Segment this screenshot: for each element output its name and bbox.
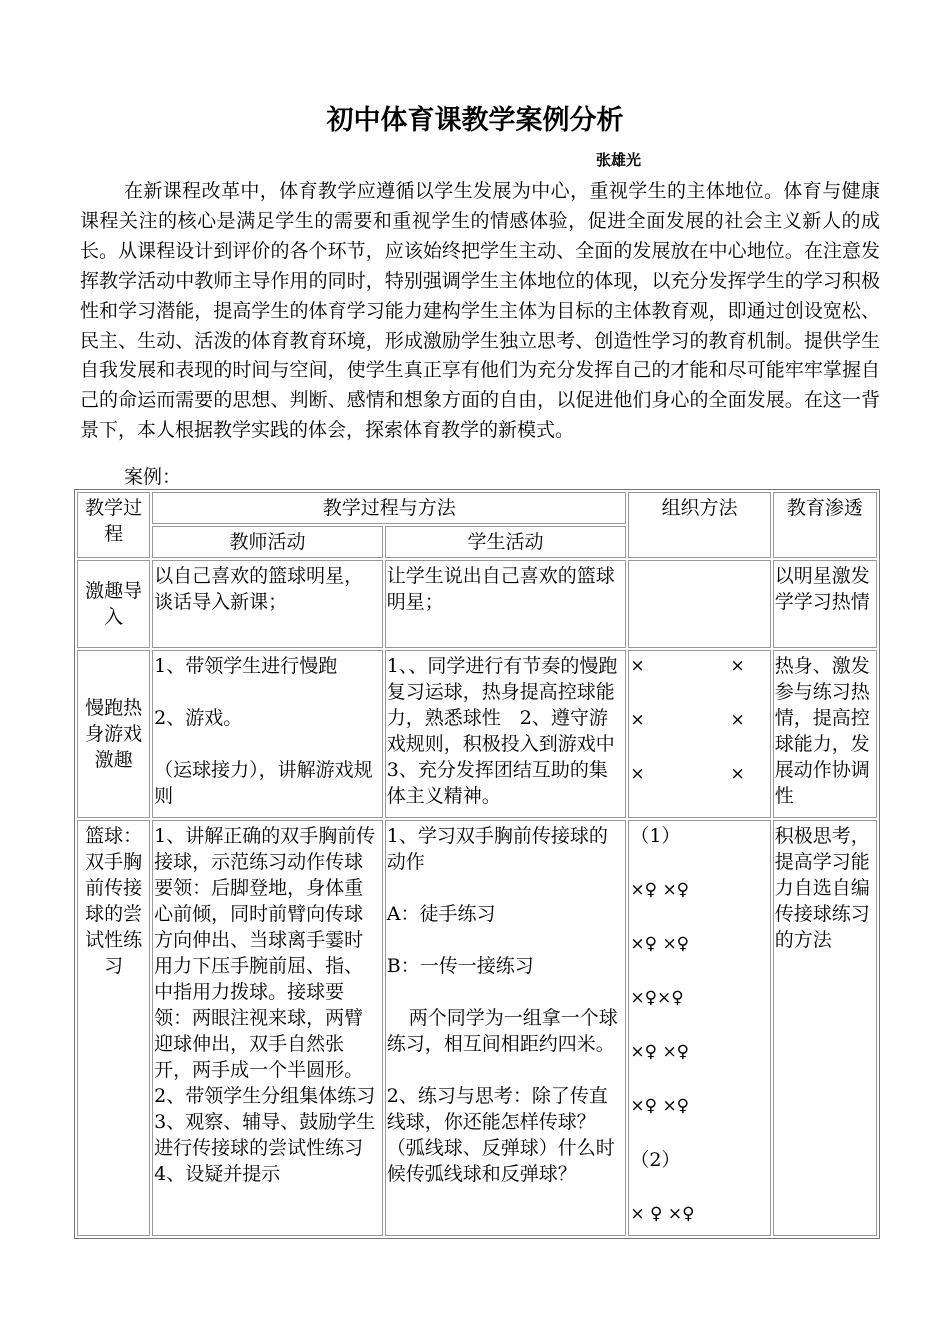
student-line: 两个同学为一组拿一个球练习，相互间相距约四米。 xyxy=(386,1007,618,1055)
edu-cell: 热身、激发参与练习热情，提高控球能力，发展动作协调性 xyxy=(773,650,877,818)
edu-cell: 积极思考，提高学习能力自选自编传接球练习的方法 xyxy=(773,820,877,1236)
header-student: 学生活动 xyxy=(385,526,627,558)
formation-pair: ×♀ ×♀ xyxy=(630,1096,690,1116)
teacher-line: 2、游戏。 xyxy=(154,707,243,729)
player-marker: × xyxy=(630,710,645,730)
table-row xyxy=(77,650,877,818)
player-marker: × xyxy=(730,764,745,784)
student-line: A：徒手练习 xyxy=(386,903,496,925)
student-cell xyxy=(385,820,627,1236)
player-marker: × xyxy=(730,710,745,730)
header-teacher: 教师活动 xyxy=(152,526,383,558)
formation-label: （1） xyxy=(630,825,681,847)
teacher-line: 1、带领学生进行慢跑 xyxy=(154,655,338,677)
student-line: 1、学习双手胸前传接球的动作 xyxy=(386,825,608,873)
student-line: B：一传一接练习 xyxy=(386,955,534,977)
teacher-cell: 以自己喜欢的篮球明星，谈话导入新课； xyxy=(152,560,383,648)
stage-cell: 篮球：双手胸前传接球的尝试性练习 xyxy=(77,820,150,1236)
case-label: 案例： xyxy=(124,466,182,488)
student-cell: 让学生说出自己喜欢的篮球明星； xyxy=(385,560,627,648)
teacher-cell: 1、讲解正确的双手胸前传接球，示范练习动作传球要领：后脚登地，身体重心前倾，同时前臂向传球方向伸出、当球离手霎时用力下压手腕前屈、指、中指用力拨球。接球要领：两眼注视来球，两臂迎球伸出，双手自然张开，两手成一个半圆形。2、带领学生分组集体练习 3、观察、辅导、鼓励学生进行传接球的尝试性练习 4、设疑并提示 xyxy=(152,820,383,1236)
org-cell xyxy=(628,820,770,1236)
player-marker: × xyxy=(630,656,645,676)
formation-label: （2） xyxy=(630,1149,681,1171)
intro-paragraph: 在新课程改革中，体育教学应遵循以学生发展为中心，重视学生的主体地位。体育与健康课程关注的核心是满足学生的需要和重视学生的情感体验，促进全面发展的社会主义新人的成长。从课程设计到评价的各个环节，应该始终把学生主动、全面的发展放在中心地位。在注意发挥教学活动中教师主导作用的同时，特别强调学生主体地位的体现，以充分发挥学生的学习积极性和学习潜能，提高学生的体育学习能力建构学生主体为目标的主体教育观，即通过创设宽松、民主、生动、活泼的体育教育环境，形成激励学生独立思考、创造性学习的教育机制。提供学生自我发展和表现的时间与空间，使学生真正享有他们为充分发挥自己的才能和尽可能牢牢掌握自己的命运而需要的思想、判断、感情和想象方面的自由，以促进他们身心的全面发展。在这一背景下，本人根据教学实践的体会，探索体育教学的新模式。 xyxy=(80,180,880,442)
teacher-cell xyxy=(152,650,383,818)
document-title: 初中体育课教学案例分析 xyxy=(326,105,624,136)
org-cell xyxy=(628,560,770,648)
org-cell xyxy=(628,650,770,818)
author-name: 张雄光 xyxy=(596,151,642,169)
formation-pair: ×♀ ×♀ xyxy=(630,1042,690,1062)
player-marker: × xyxy=(730,656,745,676)
header-stage: 教学过程 xyxy=(77,492,150,558)
formation-pair: ×♀ ×♀ xyxy=(630,934,690,954)
stage-cell: 激趣导入 xyxy=(77,560,150,648)
edu-cell: 以明星激发学学习热情 xyxy=(773,560,877,648)
header-org: 组织方法 xyxy=(628,492,770,558)
header-edu: 教育渗透 xyxy=(773,492,877,558)
formation-pair: ×♀ ×♀ xyxy=(630,880,690,900)
table-row xyxy=(77,560,877,648)
stage-cell: 慢跑热身游戏激趣 xyxy=(77,650,150,818)
header-process: 教学过程与方法 xyxy=(152,492,626,524)
table-row xyxy=(77,820,877,1236)
player-marker: × xyxy=(630,764,645,784)
student-line: 2、练习与思考：除了传直线球，你还能怎样传球？（弧线球、反弹球）什么时候传弧线球和反弹球？ xyxy=(386,1085,615,1185)
lesson-table xyxy=(74,489,880,1239)
student-cell: 1、、同学进行有节奏的慢跑复习运球，热身提高控球能力，熟悉球性 2、遵守游戏规则，积极投入到游戏中 3、充分发挥团结互助的集体主义精神。 xyxy=(385,650,627,818)
teacher-line: （运球接力），讲解游戏规则 xyxy=(154,759,373,807)
header-row xyxy=(77,492,877,524)
formation-pair: × ♀ ×♀ xyxy=(630,1204,695,1224)
formation-pair: ×♀×♀ xyxy=(630,988,684,1008)
